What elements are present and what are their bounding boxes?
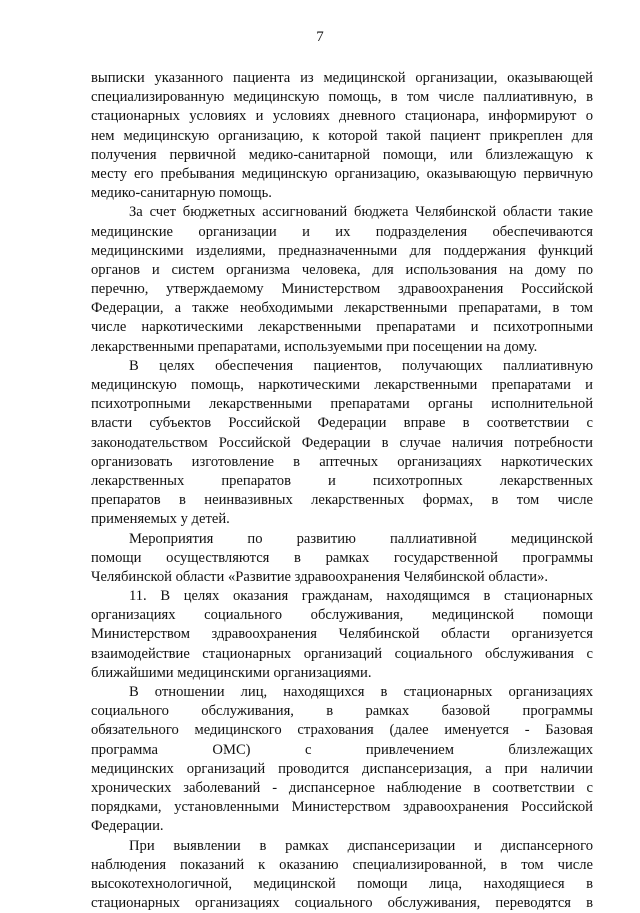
text-line: Челябинской области «Развитие здравоохранения Челябинской области». — [91, 568, 549, 585]
text-line: медицинскими изделиями, предназначенными для поддержания функций — [91, 242, 593, 259]
text-line: За счет бюджетных ассигнований бюджета Челябинской области такие — [129, 204, 593, 221]
text-line: медицинские организации и их подразделения обеспечиваются — [91, 223, 593, 240]
text-line: организациях социального обслуживания, медицинской помощи — [91, 607, 593, 624]
text-line: стационарных организациях социального обслуживания, переводятся в — [91, 895, 593, 912]
text-line: хронических заболеваний - диспансерное наблюдение в соответствии с — [91, 779, 593, 796]
text-line: наблюдения показаний к оказанию специализированной, в том числе — [91, 856, 593, 873]
text-line: социального обслуживания, в рамках базовой программы — [91, 703, 593, 720]
text-line: обязательного медицинского страхования (далее именуется - Базовая — [91, 722, 593, 739]
text-line: программа ОМС) с привлечением близлежащих — [91, 741, 593, 758]
text-line: 11. В целях оказания гражданам, находящимся в стационарных — [129, 588, 593, 605]
text-line: Федерации, а также необходимыми лекарственными препаратами, в том — [91, 300, 593, 317]
text-line: выписки указанного пациента из медицинской организации, оказывающей — [91, 70, 593, 86]
text-line: порядками, установленными Министерством здравоохранения Российской — [91, 799, 593, 816]
text-line: законодательством Российской Федерации в случае наличия потребности — [91, 434, 593, 451]
text-line: организовать изготовление в аптечных организациях наркотических — [91, 453, 593, 470]
text-line: медико-санитарную помощь. — [91, 185, 272, 202]
text-line: стационарных условиях и условиях дневного стационара, информируют о — [91, 108, 593, 125]
text-line: получения первичной медико-санитарной помощи, или близлежащую к — [91, 146, 593, 163]
text-line: В целях обеспечения пациентов, получающих паллиативную — [129, 357, 593, 374]
text-line: препаратов в неинвазивных лекарственных формах, в том числе — [91, 492, 593, 509]
text-line: нем медицинскую организацию, к которой такой пациент прикреплен для — [91, 127, 593, 144]
text-line: числе наркотическими лекарственными препаратами и психотропными — [91, 319, 593, 336]
text-line: психотропными лекарственными препаратами органы исполнительной — [91, 396, 593, 413]
text-line: помощи осуществляются в рамках государственной программы — [91, 549, 593, 566]
text-line: применяемых у детей. — [91, 511, 230, 528]
text-line: взаимодействие стационарных организаций социального обслуживания с — [91, 645, 593, 662]
text-line: перечню, утверждаемому Министерством здравоохранения Российской — [91, 281, 593, 298]
text-line: При выявлении в рамках диспансеризации и диспансерного — [129, 837, 593, 854]
text-line: медицинскую помощь, наркотическими лекарственными препаратами и — [91, 377, 593, 393]
page-number: 7 — [316, 29, 324, 45]
text-line: специализированную медицинскую помощь, в том числе паллиативную, в — [91, 89, 593, 106]
text-line: лекарственными препаратами, используемыми при посещении на дому. — [91, 338, 538, 355]
text-line: власти субъектов Российской Федерации вправе в соответствии с — [91, 415, 593, 432]
text-line: высокотехнологичной, медицинской помощи лица, находящиеся в — [91, 875, 593, 892]
text-line: ближайшими медицинскими организациями. — [91, 664, 372, 681]
text-line: Мероприятия по развитию паллиативной медицинской — [129, 530, 593, 547]
body-text — [91, 69, 593, 913]
text-line: Министерством здравоохранения Челябинской области организуется — [91, 626, 593, 643]
text-line: медицинских организаций проводится диспансеризация, а при наличии — [91, 760, 593, 777]
text-line: месту его пребывания медицинскую организацию, оказывающую первичную — [91, 165, 593, 182]
text-line: органов и систем организма человека, для использования на дому по — [91, 261, 593, 278]
text-line: В отношении лиц, находящихся в стационарных организациях — [129, 684, 593, 700]
text-line: лекарственных препаратов и психотропных лекарственных — [91, 472, 593, 489]
text-line: Федерации. — [91, 818, 164, 835]
